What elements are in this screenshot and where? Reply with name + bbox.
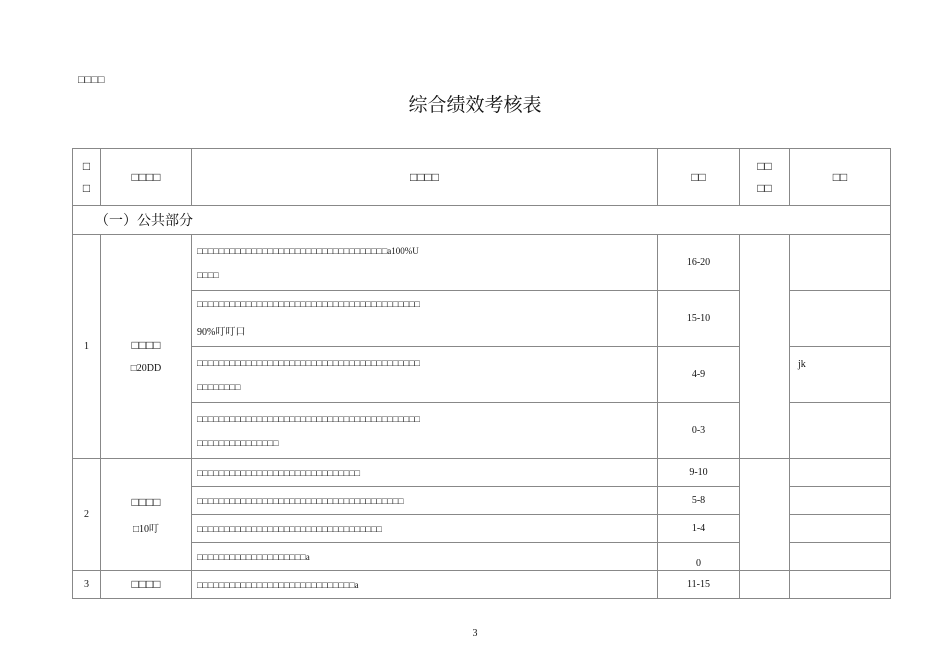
item-score-total: □20DD — [130, 362, 162, 374]
remark-cell — [790, 487, 891, 515]
criteria-cell: □□□□□□□□□□□□□□□□□□□□□□□□□□□□□□□□□□ — [192, 515, 658, 543]
remark-cell — [790, 571, 891, 599]
score-range: 11-15 — [658, 571, 740, 599]
criteria-cell: □□□□□□□□□□□□□□□□□□□□□□□□□□□□□□ — [192, 459, 658, 487]
remark-cell — [790, 543, 891, 571]
item-name: □□□□ — [131, 494, 161, 509]
criteria-cell: □□□□□□□□□□□□□□□□□□□□□□□□□□□□□□□□□□□□□□□□□ □□□□□□□□□□□□□□□ — [192, 403, 658, 459]
item-name: □□□□ — [131, 337, 161, 352]
remark-cell: jk — [790, 347, 891, 403]
remark-cell — [790, 291, 891, 347]
criteria-cell: □□□□□□□□□□□□□□□□□□□□□□□□□□□□□□□□□□□□□□□□□ 90%叮叮口 — [192, 291, 658, 347]
item-cell — [101, 571, 192, 599]
performance-table — [72, 148, 891, 599]
corner-label: □□□□ — [78, 74, 105, 86]
self-score-cell — [740, 459, 790, 571]
criteria-cell: □□□□□□□□□□□□□□□□□□□□□□□□□□□□□a — [192, 571, 658, 599]
section-row — [73, 206, 891, 235]
remark-cell — [790, 515, 891, 543]
criteria-cell: □□□□□□□□□□□□□□□□□□□□□□□□□□□□□□□□□□□a100%U □□□□ — [192, 235, 658, 291]
item-name: □□□□ — [131, 577, 161, 591]
header-item: □□□□ — [101, 149, 192, 206]
table-row — [73, 235, 891, 291]
item-score-total: □10叮 — [132, 523, 160, 535]
row-number: 3 — [73, 571, 101, 599]
remark-cell — [790, 403, 891, 459]
remark-cell — [790, 235, 891, 291]
table-row — [73, 571, 891, 599]
row-number: 2 — [73, 459, 101, 571]
remark-cell — [790, 459, 891, 487]
header-index: □ □ — [73, 149, 101, 206]
criteria-cell: □□□□□□□□□□□□□□□□□□□□a — [192, 543, 658, 571]
header-self-score: □□ □□ — [740, 149, 790, 206]
score-range: 15-10 — [658, 291, 740, 347]
page-title: 综合绩效考核表 — [408, 94, 542, 116]
criteria-cell: □□□□□□□□□□□□□□□□□□□□□□□□□□□□□□□□□□□□□□□□□ □□□□□□□□ — [192, 347, 658, 403]
score-range: 16-20 — [658, 235, 740, 291]
self-score-cell — [740, 571, 790, 599]
header-remark: □□ — [790, 149, 891, 206]
self-score-cell — [740, 235, 790, 459]
header-description: □□□□ — [192, 149, 658, 206]
item-cell — [101, 235, 192, 459]
score-range: 0-3 — [658, 403, 740, 459]
score-range: 5-8 — [658, 487, 740, 515]
page-number: 3 — [472, 628, 478, 639]
table-row — [73, 459, 891, 487]
score-range: 4-9 — [658, 347, 740, 403]
header-row — [73, 149, 891, 206]
section-title: （一）公共部分 — [73, 206, 891, 235]
header-score: □□ — [658, 149, 740, 206]
item-cell — [101, 459, 192, 571]
row-number: 1 — [73, 235, 101, 459]
score-range: 1-4 — [658, 515, 740, 543]
score-range: 0 — [658, 543, 740, 571]
criteria-cell: □□□□□□□□□□□□□□□□□□□□□□□□□□□□□□□□□□□□□□ — [192, 487, 658, 515]
score-range: 9-10 — [658, 459, 740, 487]
